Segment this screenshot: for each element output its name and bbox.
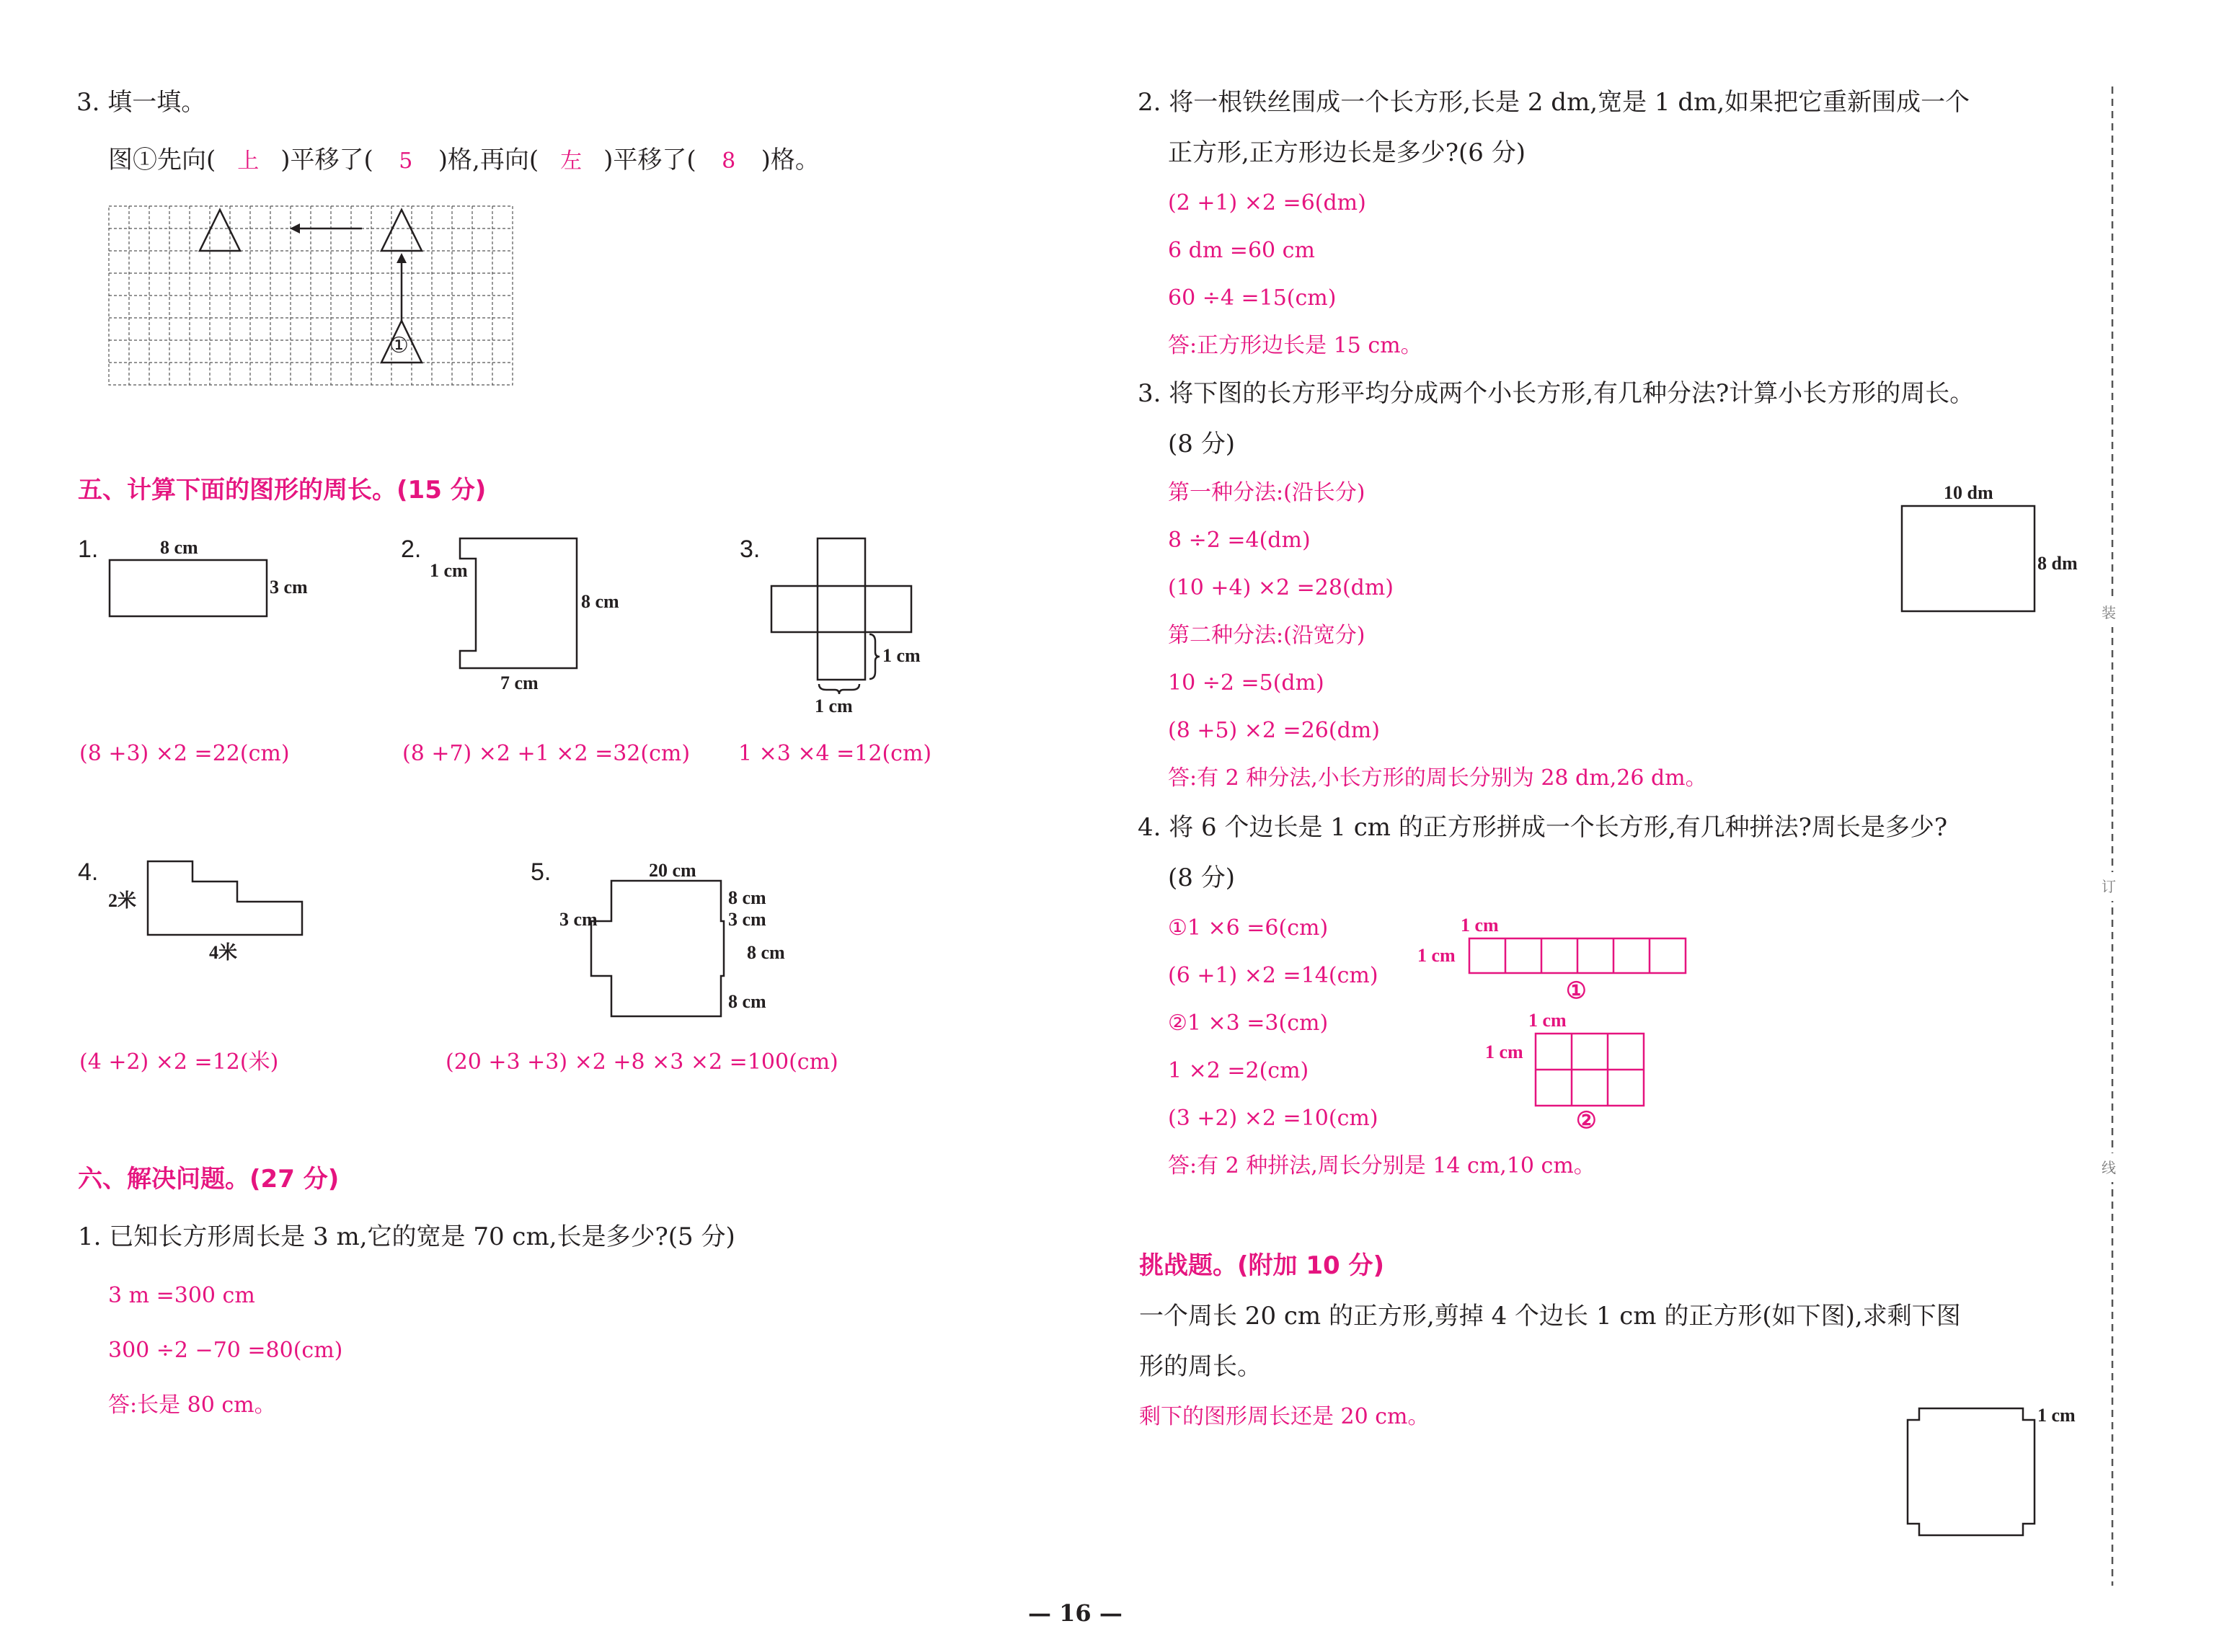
item1-label-width: 3 cm [270,577,308,598]
cut-corner-square-figure [1906,1407,2039,1540]
item2-label-height: 8 cm [581,591,619,612]
item4-answer: (4 +2) ×2 =12(米) [79,1049,279,1075]
s6-q2-text-1: 2. 将一根铁丝围成一个长方形,长是 2 dm,宽是 1 dm,如果把它重新围成一个 [1138,88,1970,117]
q3-label-length: 10 dm [1944,482,1993,503]
tiling2-label-left: 1 cm [1485,1042,1523,1062]
fill-answer-4: 8 [722,148,736,174]
item2-answer: (8 +7) ×2 +1 ×2 =32(cm) [402,741,691,766]
item3-answer: 1 ×3 ×4 =12(cm) [738,741,932,766]
s6-q4-line-5: (3 +2) ×2 =10(cm) [1168,1106,1378,1131]
tiling2-marker: ② [1576,1107,1597,1133]
s6-q3-line-2: 8 ÷2 =4(dm) [1168,528,1311,553]
section5-heading: 五、计算下面的图形的周长。(15 分) [78,476,487,505]
s6-q3-line-3: (10 +4) ×2 =28(dm) [1168,575,1394,600]
binding-dashed-line [2111,86,2114,1586]
item5-label-middle: 8 cm [747,942,785,963]
s6-q4-line-1: ①1 ×6 =6(cm) [1168,915,1329,941]
s6-q1-answer: 答:长是 80 cm。 [108,1393,276,1418]
q3-fill-title: 3. 填一填。 [76,88,206,117]
challenge-answer: 剩下的图形周长还是 20 cm。 [1139,1404,1430,1429]
challenge-text-1: 一个周长 20 cm 的正方形,剪掉 4 个边长 1 cm 的正方形(如下图),求剩下图 [1139,1302,1961,1331]
rectangle-figure-1 [108,559,268,618]
page-number: — 16 — [1028,1599,1123,1627]
s6-q4-line-2: (6 +1) ×2 =14(cm) [1168,963,1378,988]
tiling1-label-top: 1 cm [1461,915,1499,936]
binding-label-3: 线 [2102,1153,2116,1182]
stair-shape-figure-4 [146,860,305,938]
item5-label-notch: 3 cm [728,909,766,930]
item2-label-width: 7 cm [500,672,539,693]
s6-q4-line-3: ②1 ×3 =3(cm) [1168,1011,1329,1036]
tiling-1x6-figure [1468,937,1688,976]
s6-q3-answer: 答:有 2 种分法,小长方形的周长分别为 28 dm,26 dm。 [1168,765,1707,791]
item2-label-notch: 1 cm [430,560,468,581]
s6-q2-line-2: 6 dm =60 cm [1168,238,1315,263]
item3-number: 3. [740,536,761,563]
section6-heading: 六、解决问题。(27 分) [78,1165,340,1194]
s6-q2-answer: 答:正方形边长是 15 cm。 [1168,333,1422,358]
item5-label-upper-right: 8 cm [728,887,766,908]
item4-label-width: 4米 [209,942,238,963]
s6-q3-line-6: (8 +5) ×2 =26(dm) [1168,718,1380,743]
s6-q3-line-5: 10 ÷2 =5(dm) [1168,670,1324,696]
s6-q4-answer: 答:有 2 种拼法,周长分别是 14 cm,10 cm。 [1168,1153,1595,1178]
s6-q3-text-2: (8 分) [1168,430,1235,458]
q3-fill-sentence: 图①先向( 上 )平移了( 5 )格,再向( 左 )平移了( 8 )格。 [108,146,820,174]
binding-label-1: 装 [2102,598,2116,627]
s6-q2-line-3: 60 ÷4 =15(cm) [1168,285,1337,311]
item4-label-height: 2米 [108,890,137,911]
challenge-label: 1 cm [2037,1405,2076,1426]
item4-number: 4. [78,858,99,886]
q3-label-width: 8 dm [2037,553,2078,574]
tiling1-marker: ① [1566,977,1587,1003]
item1-label-length: 8 cm [160,537,198,558]
translation-grid-figure [108,205,513,386]
binding-label-2: 订 [2102,872,2116,901]
item1-answer: (8 +3) ×2 =22(cm) [79,741,290,766]
s6-q3-line-4: 第二种分法:(沿宽分) [1168,623,1365,648]
fill-answer-3: 左 [560,148,583,174]
fill-answer-2: 5 [399,148,413,174]
s6-q1-line-2: 300 ÷2 −70 =80(cm) [108,1338,343,1363]
arrow-up-icon [397,253,407,263]
challenge-text-2: 形的周长。 [1139,1352,1262,1381]
cross-shape-figure-3 [770,537,914,706]
item5-label-top: 20 cm [649,860,696,881]
s6-q2-text-2: 正方形,正方形边长是多少?(6 分) [1168,138,1526,167]
s6-q4-text-1: 4. 将 6 个边长是 1 cm 的正方形拼成一个长方形,有几种拼法?周长是多少? [1138,813,1948,842]
rectangle-figure-q3 [1900,505,2036,613]
fill-answer-1: 上 [237,148,260,174]
item1-number: 1. [78,536,99,563]
triangle-marker: ① [389,333,409,358]
s6-q3-line-1: 第一种分法:(沿长分) [1168,480,1365,505]
arrow-left-icon [290,223,300,234]
item5-number: 5. [531,858,552,886]
item3-label-side: 1 cm [882,645,921,666]
s6-q4-line-4: 1 ×2 =2(cm) [1168,1058,1309,1083]
tiling1-label-left: 1 cm [1417,945,1456,966]
triangle-middle [381,210,422,251]
item3-label-bottom: 1 cm [815,696,853,716]
s6-q4-text-2: (8 分) [1168,863,1235,892]
challenge-heading: 挑战题。(附加 10 分) [1139,1251,1385,1280]
tiling-2x3-figure [1534,1032,1645,1107]
item5-label-left: 3 cm [559,909,598,930]
s6-q1-line-1: 3 m =300 cm [108,1283,255,1308]
s6-q2-line-1: (2 +1) ×2 =6(dm) [1168,190,1366,216]
item2-number: 2. [401,536,422,563]
item5-label-lower-right: 8 cm [728,991,766,1012]
tiling2-label-top: 1 cm [1528,1010,1567,1031]
cross-shape-figure-5 [590,879,728,1021]
s6-q1-text: 1. 已知长方形周长是 3 m,它的宽是 70 cm,长是多少?(5 分) [78,1222,735,1251]
s6-q3-text-1: 3. 将下图的长方形平均分成两个小长方形,有几种分法?计算小长方形的周长。 [1138,379,1975,408]
item5-answer: (20 +3 +3) ×2 +8 ×3 ×2 =100(cm) [446,1049,838,1075]
triangle-target [200,210,240,251]
notched-shape-figure-2 [459,537,581,670]
